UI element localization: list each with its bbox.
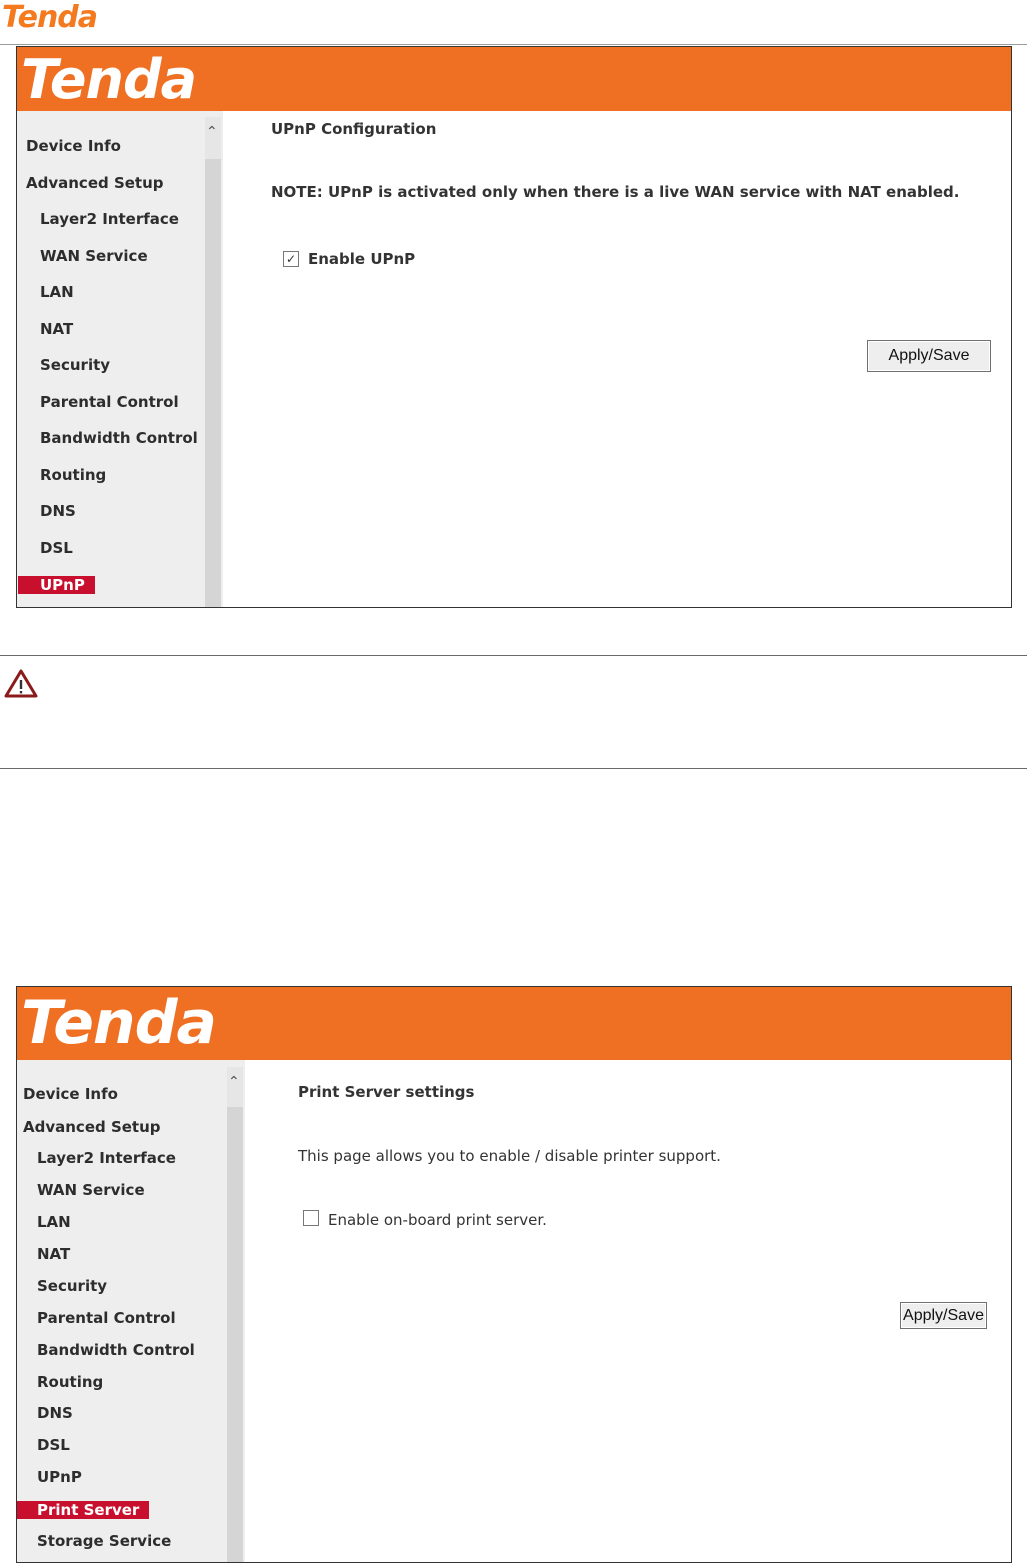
- sidebar-item-parental-control[interactable]: Parental Control: [40, 393, 179, 411]
- sidebar-item-dsl[interactable]: DSL: [40, 539, 73, 557]
- print-server-screenshot-panel: [16, 986, 1012, 1563]
- router-logo: Tenda: [21, 48, 197, 111]
- warning-triangle-icon: [4, 669, 38, 699]
- scroll-thumb[interactable]: [205, 159, 221, 607]
- sidebar-item-dns[interactable]: DNS: [37, 1404, 73, 1422]
- sidebar-item-wan-service[interactable]: WAN Service: [37, 1181, 145, 1199]
- page-logo: Tenda: [2, 0, 98, 35]
- warning-top-rule: [0, 655, 1027, 656]
- page-title: Print Server settings: [298, 1083, 475, 1101]
- scroll-thumb[interactable]: [227, 1107, 243, 1562]
- page-title: UPnP Configuration: [271, 120, 437, 138]
- apply-save-button[interactable]: Apply/Save: [900, 1302, 987, 1329]
- sidebar-item-upnp[interactable]: UPnP: [18, 576, 95, 594]
- header-divider: [0, 44, 1027, 45]
- sidebar-item-routing[interactable]: Routing: [37, 1373, 104, 1391]
- enable-print-server-label: Enable on-board print server.: [328, 1211, 547, 1229]
- sidebar-item-print-server[interactable]: Print Server: [16, 1501, 149, 1519]
- upnp-screenshot-panel: [16, 46, 1012, 608]
- sidebar-item-layer2-interface[interactable]: Layer2 Interface: [40, 210, 179, 228]
- apply-save-button[interactable]: Apply/Save: [867, 340, 991, 372]
- check-icon: ✓: [285, 252, 297, 266]
- sidebar-scrollbar[interactable]: [205, 117, 221, 607]
- print-server-description: This page allows you to enable / disable printer support.: [298, 1147, 721, 1165]
- sidebar: [17, 1060, 245, 1562]
- scroll-up-icon[interactable]: ⌃: [206, 124, 218, 140]
- sidebar-item-lan[interactable]: LAN: [40, 283, 74, 301]
- enable-upnp-checkbox[interactable]: [283, 251, 299, 267]
- sidebar-item-advanced-setup[interactable]: Advanced Setup: [23, 1118, 161, 1136]
- scroll-up-icon[interactable]: ⌃: [228, 1074, 240, 1090]
- enable-print-server-checkbox[interactable]: [303, 1210, 319, 1226]
- sidebar-item-device-info[interactable]: Device Info: [23, 1085, 118, 1103]
- warning-bottom-rule: [0, 768, 1027, 769]
- sidebar-item-parental-control[interactable]: Parental Control: [37, 1309, 176, 1327]
- upnp-note: NOTE: UPnP is activated only when there is a live WAN service with NAT enabled.: [271, 183, 960, 201]
- sidebar-item-advanced-setup[interactable]: Advanced Setup: [26, 174, 164, 192]
- sidebar-item-storage-service[interactable]: Storage Service: [37, 1532, 172, 1550]
- router-logo: Tenda: [21, 988, 217, 1058]
- router-banner: [17, 987, 1011, 1060]
- sidebar-item-wan-service[interactable]: WAN Service: [40, 247, 148, 265]
- sidebar-item-device-info[interactable]: Device Info: [26, 137, 121, 155]
- router-banner: [17, 47, 1011, 111]
- enable-upnp-label: Enable UPnP: [308, 250, 416, 268]
- sidebar-item-upnp[interactable]: UPnP: [37, 1468, 82, 1486]
- sidebar-item-bandwidth-control[interactable]: Bandwidth Control: [37, 1341, 195, 1359]
- sidebar-item-layer2-interface[interactable]: Layer2 Interface: [37, 1149, 176, 1167]
- sidebar-item-lan[interactable]: LAN: [37, 1213, 71, 1231]
- sidebar-item-routing[interactable]: Routing: [40, 466, 107, 484]
- sidebar-item-bandwidth-control[interactable]: Bandwidth Control: [40, 429, 198, 447]
- sidebar-item-nat[interactable]: NAT: [37, 1245, 71, 1263]
- sidebar-item-dns[interactable]: DNS: [40, 502, 76, 520]
- sidebar-item-nat[interactable]: NAT: [40, 320, 74, 338]
- sidebar-item-security[interactable]: Security: [40, 356, 111, 374]
- sidebar-item-security[interactable]: Security: [37, 1277, 108, 1295]
- sidebar: [17, 111, 223, 607]
- sidebar-item-dsl[interactable]: DSL: [37, 1436, 70, 1454]
- sidebar-scrollbar[interactable]: [227, 1067, 243, 1562]
